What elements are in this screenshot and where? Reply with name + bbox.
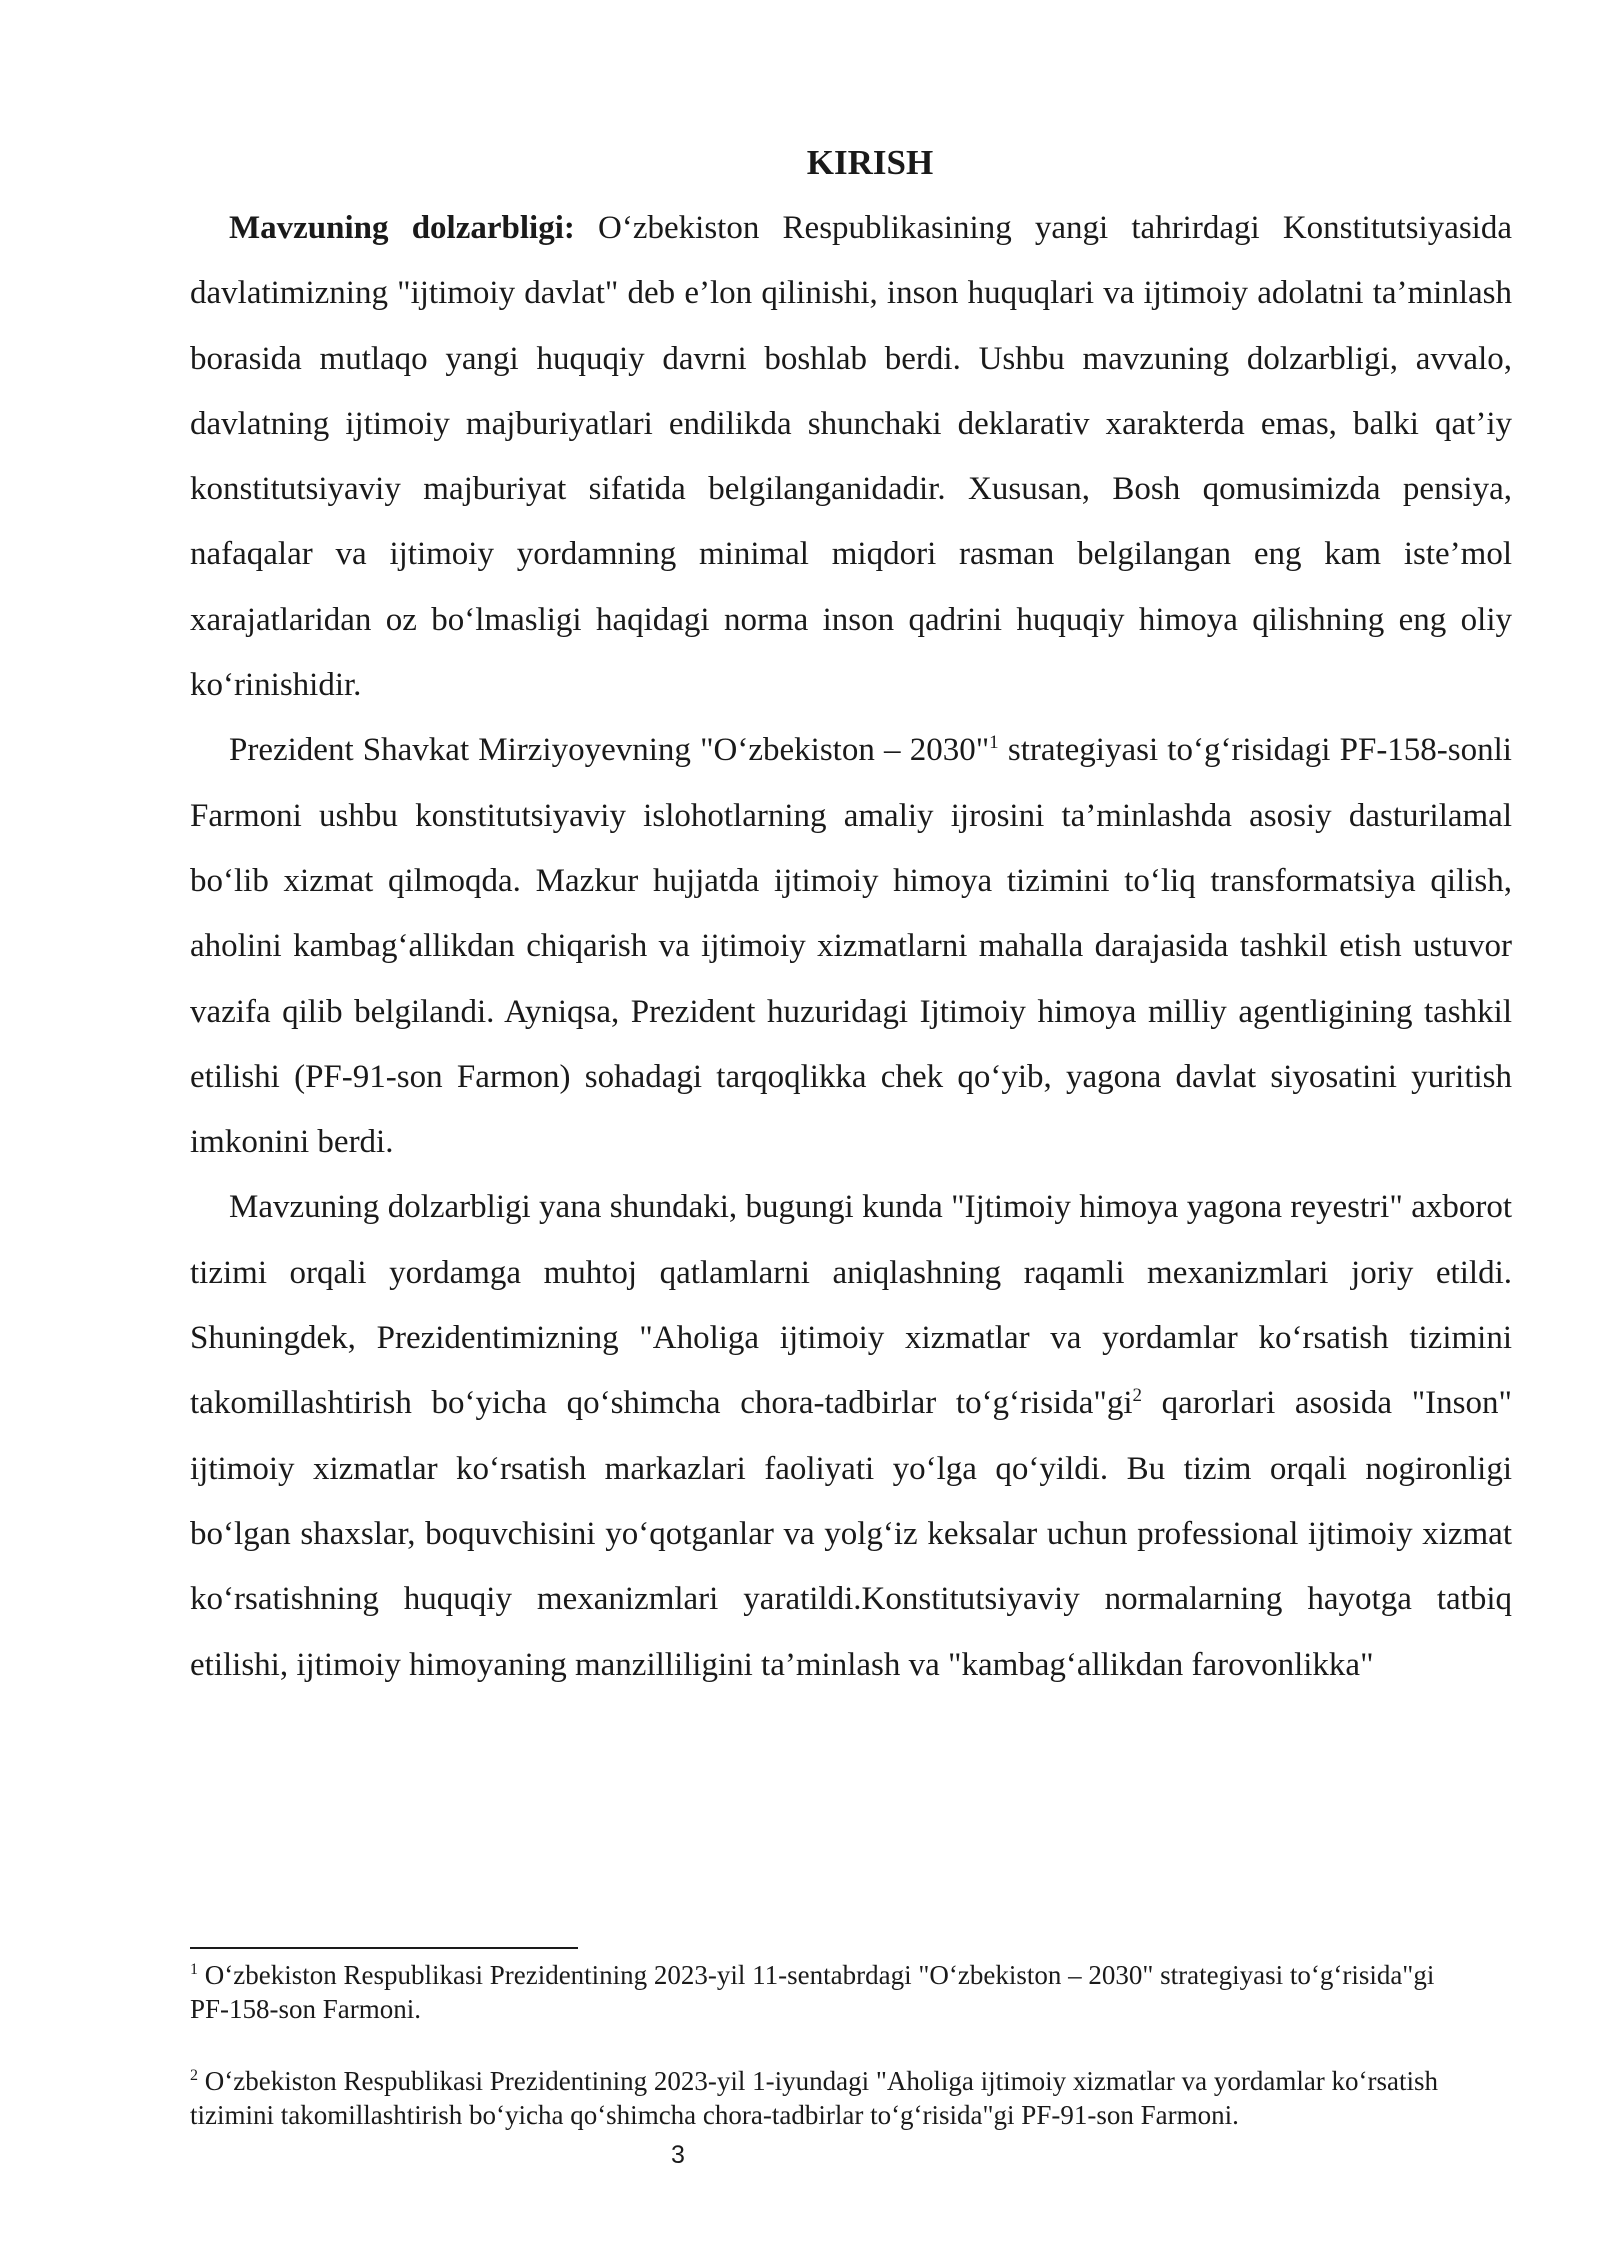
footnote-reference[interactable]: 1 bbox=[989, 732, 999, 754]
page-number: 3 bbox=[671, 2141, 685, 2169]
page-title: KIRISH bbox=[806, 143, 934, 182]
paragraph-text: qarorlari asosida "Inson" ijtimoiy xizmatlar ko‘rsatish markazlari faoliyati yo‘lga qo‘yildi. Bu tizim orqali nogironligi bo‘lgan shaxslar, boquvchisini yo‘qotganlar va yolg‘iz keksalar uchun professional ijtimoiy xizmat ko‘rsatishning huquqiy mexanizmlari yaratildi.Konstitutsiyaviy normalarning hayotga tatbiq etilishi, ijtimoiy himoyaning manzilliligini ta’minlash va "kambag‘allikdan farovonlikka" bbox=[190, 1385, 1512, 1683]
footnote-reference[interactable]: 2 bbox=[1132, 1385, 1142, 1407]
paragraph-strategy bbox=[190, 718, 1512, 1175]
footnote-mark: 2 bbox=[190, 2067, 198, 2084]
paragraph-registry bbox=[190, 1175, 1512, 1697]
paragraph-text: Prezident Shavkat Mirziyoyevning "O‘zbekiston – 2030" bbox=[229, 732, 990, 769]
footnote-text: O‘zbekiston Respublikasi Prezidentining 2023-yil 11-sentabrdagi "O‘zbekiston – 2030" strategiyasi to‘g‘risida"gi PF-158-son Farmoni. bbox=[190, 1960, 1435, 2024]
paragraph-text: Mavzuning dolzarbligi yana shundaki, bugungi kunda "Ijtimoiy himoya yagona reyestri" axborot tizimi orqali yordamga muhtoj qatlamlarni aniqlashning raqamli mexanizmlari joriy etildi. Shuningdek, Prezidentimizning "Aholiga ijtimoiy xizmatlar va yordamlar ko‘rsatish tizimini takomillashtirish bo‘yicha qo‘shimcha chora-tadbirlar to‘g‘risida"gi bbox=[190, 1189, 1512, 1422]
paragraph-text: strategiyasi to‘g‘risidagi PF-158-sonli Farmoni ushbu konstitutsiyaviy islohotlarning amaliy ijrosini ta’minlashda asosiy dasturilamal bo‘lib xizmat qilmoqda. Mazkur hujjatda ijtimoiy himoya tizimini to‘liq transformatsiya qilish, aholini kambag‘allikdan chiqarish va ijtimoiy xizmatlarni mahalla darajasida tashkil etish ustuvor vazifa qilib belgilandi. Ayniqsa, Prezident huzuridagi Ijtimoiy himoya milliy agentligining tashkil etilishi (PF-91-son Farmon) sohadagi tarqoqlikka chek qo‘yib, yagona davlat siyosatini yuritish imkonini berdi. bbox=[190, 732, 1512, 1161]
footnote-separator bbox=[190, 1947, 578, 1949]
paragraph-lead: Mavzuning dolzarbligi: bbox=[229, 210, 575, 246]
footnote-text: O‘zbekiston Respublikasi Prezidentining 2023-yil 1-iyundagi "Aholiga ijtimoiy xizmatlar va yordamlar ko‘rsatish tizimini takomillashtirish bo‘yicha qo‘shimcha chora-tadbirlar to‘g‘risida"gi PF-91-son Farmoni. bbox=[190, 2066, 1439, 2130]
footnotes bbox=[190, 1958, 1480, 2132]
footnote-mark: 1 bbox=[190, 1961, 198, 1978]
footnote-2 bbox=[190, 2064, 1480, 2132]
footnote-spacer bbox=[190, 2026, 1480, 2064]
footnote-1 bbox=[190, 1958, 1480, 2026]
body-text bbox=[190, 196, 1512, 1698]
paragraph-relevance bbox=[190, 196, 1512, 718]
paragraph-text: O‘zbekiston Respublikasining yangi tahrirdagi Konstitutsiyasida davlatimizning "ijtimoiy davlat" deb e’lon qilinishi, inson huquqlari va ijtimoiy adolatni ta’minlash borasida mutlaqo yangi huquqiy davrni boshlab berdi. Ushbu mavzuning dolzarbligi, avvalo, davlatning ijtimoiy majburiyatlari endilikda shunchaki deklarativ xarakterda emas, balki qat’iy konstitutsiyaviy majburiyat sifatida belgilanganidadir. Xususan, Bosh qomusimizda pensiya, nafaqalar va ijtimoiy yordamning minimal miqdori rasman belgilangan eng kam iste’mol xarajatlaridan oz bo‘lmasligi haqidagi norma inson qadrini huquqiy himoya qilishning eng oliy ko‘rinishidir. bbox=[190, 210, 1512, 704]
